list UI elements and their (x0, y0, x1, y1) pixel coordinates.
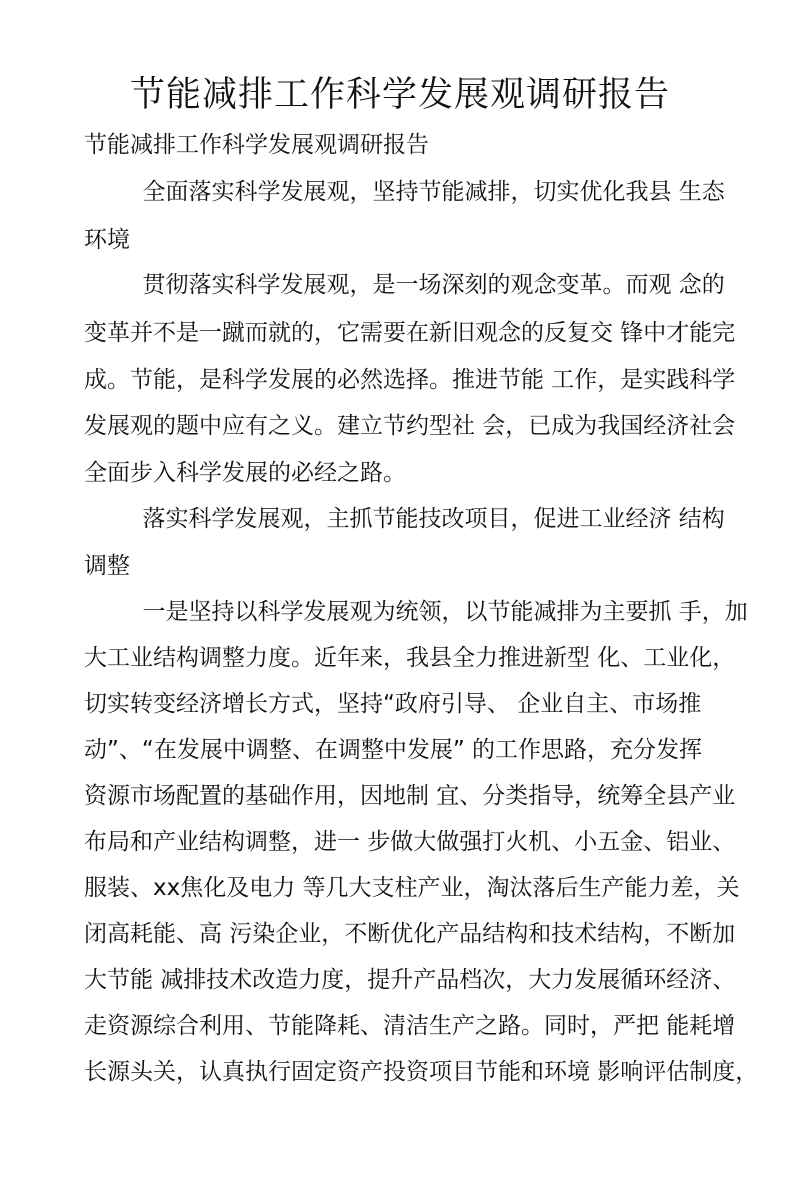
body-line: 动”、“在发展中调整、在调整中发展” 的工作思路，充分发挥 (84, 737, 703, 763)
body-line: 调整 (84, 553, 130, 579)
body-line: 闭高耗能、高 污染企业，不断优化产品结构和技术结构，不断加 (84, 921, 736, 947)
body-line: 走资源综合利用、节能降耗、清洁生产之路。同时，严把 能耗增 (84, 1013, 736, 1039)
body-line: 切实转变经济增长方式，坚持“政府引导、 企业自主、市场推 (84, 691, 702, 717)
body-line: 长源头关，认真执行固定资产投资项目节能和环境 影响评估制度， (84, 1059, 759, 1085)
body-line: 全面步入科学发展的必经之路。 (84, 460, 406, 486)
document-title: 节能减排工作科学发展观调研报告 (129, 75, 670, 115)
body-line: 大节能 减排技术改造力度，提升产品档次，大力发展循环经济、 (84, 967, 736, 993)
body-line: 资源市场配置的基础作用，因地制 宜、分类指导，统筹全县产业 (84, 783, 736, 809)
body-line: 发展观的题中应有之义。建立节约型社 会，已成为我国经济社会 (84, 413, 736, 439)
body-line: 落实科学发展观，主抓节能技改项目，促进工业经济 结构 (84, 506, 725, 532)
body-line: 环境 (84, 227, 130, 253)
body-line: 服装、xx焦化及电力 等几大支柱产业，淘汰落后生产能力差，关 (84, 875, 740, 901)
body-line: 变革并不是一蹴而就的，它需要在新旧观念的反复交 锋中才能完 (84, 320, 736, 346)
body-line: 布局和产业结构调整，进一 步做大做强打火机、小五金、铝业、 (84, 829, 736, 855)
body-line: 贯彻落实科学发展观，是一场深刻的观念变革。而观 念的 (84, 272, 725, 298)
body-line: 一是坚持以科学发展观为统领，以节能减排为主要抓 手，加 (84, 599, 748, 625)
body-line: 大工业结构调整力度。近年来，我县全力推进新型 化、工业化， (84, 645, 736, 671)
body-line: 全面落实科学发展观，坚持节能减排，切实优化我县 生态 (84, 179, 725, 205)
body-line: 成。节能，是科学发展的必然选择。推进节能 工作，是实践科学 (84, 367, 736, 393)
body-line: 节能减排工作科学发展观调研报告 (84, 132, 429, 158)
